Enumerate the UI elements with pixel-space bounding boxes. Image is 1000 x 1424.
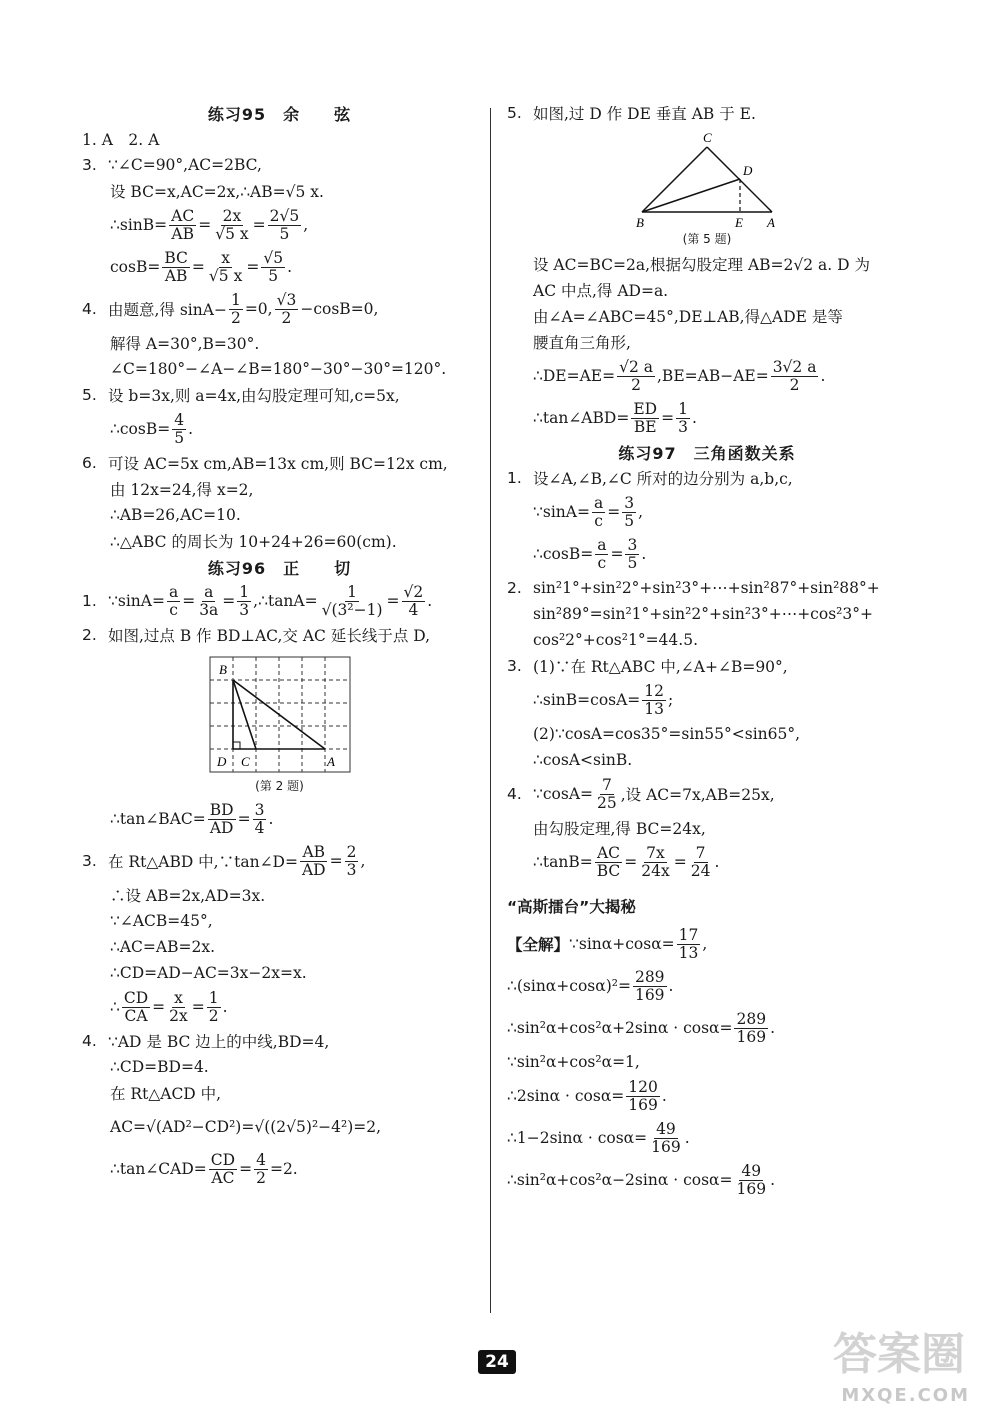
fraction: $\frac{x}{√5 x}$: [208, 249, 243, 285]
text: .: [770, 1019, 776, 1037]
q-num: 4.: [82, 300, 97, 318]
fraction: $\frac{289}{169}$: [634, 968, 665, 1004]
text: .: [661, 1087, 667, 1105]
text: .: [691, 409, 697, 427]
label-D: D: [216, 754, 226, 769]
text: ∵cosA=: [533, 785, 594, 803]
fraction: $\frac{3}{5}$: [624, 494, 635, 530]
fraction: $\frac{x}{2x}$: [169, 989, 188, 1025]
q-num: 1.: [82, 592, 97, 610]
triangle-figure: [632, 130, 782, 230]
text: ,: [702, 935, 708, 953]
text: =: [182, 592, 196, 610]
text: ∵sinA=: [533, 503, 590, 521]
q-num: 2.: [507, 579, 522, 597]
text: AC=√(AD²−CD²)=√((2√5)²−4²)=2,: [110, 1118, 382, 1136]
text: .: [222, 998, 228, 1016]
section-title-95: 练习95 余 弦: [207, 104, 352, 124]
fraction: $\frac{4}{2}$: [256, 1151, 266, 1187]
full-solution-label: 【全解】: [507, 936, 570, 954]
text: ∴2sinα · cosα=: [507, 1087, 625, 1105]
text: (2)∵cosA=cos35°=sin55°<sin65°,: [533, 725, 801, 743]
text: ∵sinα+cosα=: [569, 935, 675, 953]
text: .: [714, 853, 720, 871]
grid-triangle-figure: [205, 652, 355, 777]
label-B: B: [218, 662, 227, 677]
q-num: 4.: [507, 785, 522, 803]
text: ∴CD=BD=4.: [110, 1058, 209, 1076]
fraction: $\frac{a}{3a}$: [199, 583, 219, 619]
text: 由题意,得 sinA−: [108, 301, 227, 319]
q-num: 2.: [82, 626, 97, 644]
text: cosB=: [110, 258, 161, 276]
fraction: $\frac{ED}{BE}$: [633, 400, 658, 436]
text: =: [191, 998, 205, 1016]
fraction: $\frac{49}{169}$: [651, 1120, 681, 1156]
text: sin²1°+sin²2°+sin²3°+⋯+sin²87°+sin²88°+: [533, 579, 880, 597]
fraction: $\frac{17}{13}$: [678, 926, 699, 962]
text: 如图,过 D 作 DE 垂直 AB 于 E.: [533, 105, 756, 123]
text: =0,: [244, 300, 273, 318]
column-divider: [490, 108, 491, 1313]
text: ∠C=180°−∠A−∠B=180°−30°−30°=120°.: [110, 360, 447, 378]
text: .: [770, 1171, 776, 1189]
text: 由勾股定理,得 BC=24x,: [533, 820, 706, 838]
label-D: D: [743, 163, 753, 178]
text: ∵sin²α+cos²α=1,: [507, 1053, 640, 1071]
label-B: B: [636, 215, 644, 230]
page-number: 24: [478, 1350, 516, 1374]
answer-1-2: 1. A 2. A: [82, 131, 160, 149]
text: ∴DE=AE=: [533, 367, 616, 385]
text: ∵∠ACB=45°,: [110, 912, 213, 930]
text: =: [152, 998, 166, 1016]
text: sin²89°=sin²1°+sin²2°+sin²3°+⋯+cos²3°+: [533, 605, 873, 623]
text: .: [668, 977, 674, 995]
text: =: [673, 853, 687, 871]
text: =: [252, 216, 266, 234]
text: 腰直角三角形,: [533, 334, 631, 352]
right-column: [507, 100, 907, 1201]
fraction: $\frac{CD}{AC}$: [210, 1151, 236, 1187]
text: ∴sinB=: [110, 216, 168, 234]
label-E: E: [735, 215, 743, 230]
fraction: $\frac{12}{13}$: [644, 682, 665, 718]
watermark-url: MXQE.COM: [841, 1385, 970, 1406]
fraction: $\frac{AC}{AB}$: [171, 207, 195, 243]
text: ∴sin²α+cos²α+2sinα · cosα=: [507, 1019, 733, 1037]
fraction: $\frac{√2}{4}$: [403, 583, 424, 619]
text: ∴(sinα+cosα)²=: [507, 977, 631, 995]
text: 设∠A,∠B,∠C 所对的边分别为 a,b,c,: [533, 470, 793, 488]
fraction: $\frac{1}{\text{√(3²−1)}}$: [321, 583, 383, 619]
text: =: [222, 592, 236, 610]
text: ∴tan∠BAC=: [110, 810, 206, 828]
text: ,: [303, 216, 309, 234]
text: ,: [638, 503, 643, 521]
fraction: $\frac{3}{4}$: [254, 801, 265, 837]
fraction: $\frac{√5}{5}$: [263, 249, 284, 285]
text: 设 AC=BC=2a,根据勾股定理 AB=2√2 a. D 为: [533, 256, 870, 274]
text: =2.: [269, 1160, 298, 1178]
text: 解得 A=30°,B=30°.: [110, 335, 260, 353]
fraction: $\frac{1}{2}$: [208, 989, 219, 1025]
text: cos²2°+cos²1°=44.5.: [533, 631, 698, 649]
text: ∴CD=AD−AC=3x−2x=x.: [110, 964, 307, 982]
figure-2: [82, 652, 477, 794]
fraction: $\frac{1}{2}$: [230, 291, 241, 327]
text: ∴AB=26,AC=10.: [110, 506, 241, 524]
fraction: $\frac{2}{3}$: [346, 843, 357, 879]
fraction: $\frac{√3}{2}$: [276, 291, 297, 327]
fraction: $\frac{2x}{√5 x}$: [215, 207, 249, 243]
text: =: [237, 810, 251, 828]
q-num: 3.: [507, 657, 522, 675]
text: .: [641, 545, 647, 563]
text: ∴1−2sinα · cosα=: [507, 1129, 648, 1147]
text: 由∠A=∠ABC=45°,DE⊥AB,得△ADE 是等: [533, 308, 843, 326]
fraction: $\frac{a}{c}$: [593, 494, 604, 530]
text: ∴cosA<sinB.: [533, 751, 633, 769]
fraction: $\frac{3}{5}$: [627, 536, 638, 572]
gauss-section-title: “高斯擂台”大揭秘: [507, 898, 636, 916]
text: =: [386, 592, 400, 610]
fraction: $\frac{4}{5}$: [174, 411, 185, 447]
text: =: [610, 545, 624, 563]
text: 如图,过点 B 作 BD⊥AC,交 AC 延长线于点 D,: [108, 627, 431, 645]
text: ∵sinA=: [108, 592, 165, 610]
text: =: [624, 853, 638, 871]
text: ∴△ABC 的周长为 10+24+26=60(cm).: [110, 533, 397, 551]
fraction: $\frac{2√5}{5}$: [269, 207, 300, 243]
text: ∴: [110, 998, 120, 1016]
text: .: [820, 367, 826, 385]
text: 在 Rt△ACD 中,: [110, 1085, 222, 1103]
text: ∴cosB=: [533, 545, 594, 563]
text: .: [427, 592, 433, 610]
text: 设 BC=x,AC=2x,∴AB=√5 x.: [110, 183, 324, 201]
text: ;: [668, 691, 674, 709]
text: .: [684, 1129, 690, 1147]
text: ∴sin²α+cos²α−2sinα · cosα=: [507, 1171, 733, 1189]
label-C: C: [703, 130, 712, 145]
fraction: $\frac{289}{169}$: [736, 1010, 767, 1046]
fraction: $\frac{BD}{AD}$: [209, 801, 234, 837]
text: ,BE=AB−AE=: [657, 367, 769, 385]
label-A: A: [326, 754, 335, 769]
text: =: [329, 852, 343, 870]
figure-caption: (第 2 题): [255, 779, 304, 793]
text: (1)∵在 Rt△ABC 中,∠A+∠B=90°,: [533, 658, 788, 676]
fraction: $\frac{49}{169}$: [736, 1162, 767, 1198]
left-column: [82, 100, 477, 1190]
figure-5: [507, 130, 907, 247]
text: .: [287, 258, 293, 276]
text: ,∴tanA=: [253, 592, 318, 610]
fraction: $\frac{7x}{24x}$: [641, 844, 670, 880]
text: 由 12x=24,得 x=2,: [110, 481, 254, 499]
text: =: [191, 258, 205, 276]
fraction: $\frac{7}{24}$: [690, 844, 711, 880]
text: AC 中点,得 AD=a.: [533, 282, 669, 300]
fraction: $\frac{7}{25}$: [597, 776, 617, 812]
fraction: $\frac{BC}{AB}$: [164, 249, 188, 285]
text: ∵AD 是 BC 边上的中线,BD=4,: [108, 1033, 330, 1051]
q-num: 5.: [82, 386, 97, 404]
q-num: 3.: [82, 156, 97, 174]
q-num: 4.: [82, 1032, 97, 1050]
text: =: [246, 258, 260, 276]
q-num: 5.: [507, 104, 522, 122]
text: ∵∠C=90°,AC=2BC,: [108, 156, 262, 174]
text: ∴sinB=cosA=: [533, 691, 641, 709]
q-num: 1.: [507, 469, 522, 487]
text: ,设 AC=7x,AB=25x,: [620, 786, 775, 804]
fraction: $\frac{1}{3}$: [678, 400, 688, 436]
figure-caption: (第 5 题): [682, 232, 732, 246]
fraction: $\frac{a}{c}$: [597, 536, 607, 572]
fraction: $\frac{a}{c}$: [168, 583, 179, 619]
fraction: $\frac{3√2 a}{2}$: [772, 358, 817, 394]
q-num: 3.: [82, 852, 97, 870]
fraction: $\frac{120}{169}$: [628, 1078, 658, 1114]
text: .: [268, 810, 274, 828]
fraction: $\frac{CD}{CA}$: [123, 989, 149, 1025]
text: =: [607, 503, 621, 521]
section-title-96: 练习96 正 切: [207, 558, 352, 578]
text: 设 b=3x,则 a=4x,由勾股定理可知,c=5x,: [108, 387, 400, 405]
text: 可设 AC=5x cm,AB=13x cm,则 BC=12x cm,: [108, 455, 448, 473]
fraction: $\frac{AB}{AD}$: [301, 843, 326, 879]
text: ∴tan∠CAD=: [110, 1160, 207, 1178]
text: =: [198, 216, 212, 234]
watermark-logo: 答案圈: [833, 1329, 965, 1380]
label-C: C: [240, 754, 250, 769]
text: =: [239, 1160, 253, 1178]
section-title-97: 练习97 三角函数关系: [618, 443, 796, 463]
text: −cosB=0,: [300, 300, 379, 318]
text: ∴tan∠ABD=: [533, 409, 630, 427]
text: ∴AC=AB=2x.: [110, 938, 216, 956]
text: ,: [360, 852, 366, 870]
text: ∴tanB=: [533, 853, 593, 871]
text: .: [188, 420, 194, 438]
text: 在 Rt△ABD 中,∵tan∠D=: [108, 853, 298, 871]
text: ∴cosB=: [110, 420, 171, 438]
text: ∴设 AB=2x,AD=3x.: [110, 887, 266, 905]
fraction: $\frac{1}{3}$: [239, 583, 250, 619]
label-A: A: [767, 215, 775, 230]
fraction: $\frac{AC}{BC}$: [596, 844, 621, 880]
text: =: [661, 409, 675, 427]
fraction: $\frac{√2 a}{2}$: [619, 358, 653, 394]
q-num: 6.: [82, 454, 97, 472]
